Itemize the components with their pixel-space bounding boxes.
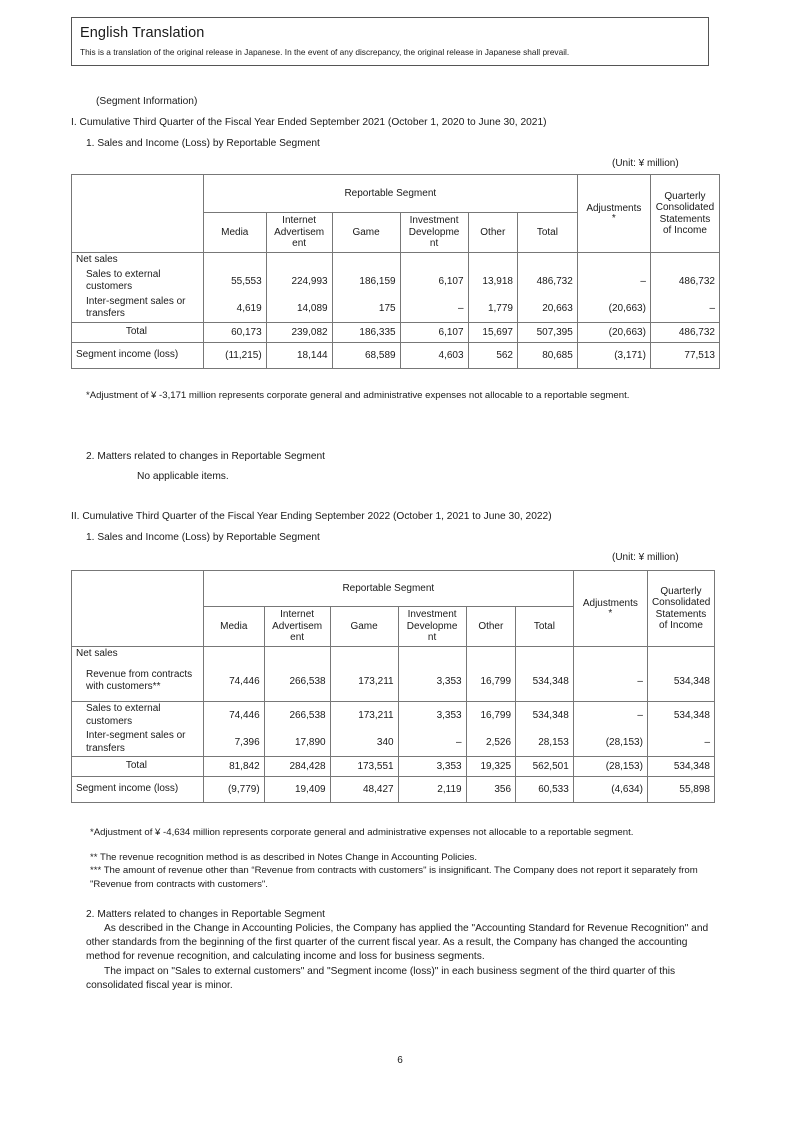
cell-adjustments: (28,153) (573, 729, 647, 757)
column-header-media: Media (203, 213, 266, 253)
cell-value: 60,533 (516, 777, 574, 803)
table-row (72, 777, 715, 803)
cell-consolidated: 486,732 (650, 268, 719, 295)
row-label-inter-segment-sales: Inter-segment sales or transfers (72, 295, 204, 323)
table-row (72, 295, 720, 323)
cell-value: 6,107 (400, 268, 468, 295)
part1-subheading: 1. Sales and Income (Loss) by Reportable Segment (86, 138, 320, 149)
segment-table-fy2022 (71, 570, 715, 803)
adjustments-header (577, 175, 650, 253)
cell-value: – (400, 295, 468, 323)
adjustments-header-label: Adjustments (586, 202, 642, 214)
cell-empty (203, 647, 264, 662)
cell-value: 68,589 (332, 342, 400, 368)
cell-empty (518, 253, 578, 268)
part1-footnote: *Adjustment of ¥ -3,171 million represents corporate general and administrative expenses not allocable to a reportable segment. (86, 390, 630, 401)
cell-consolidated: 534,348 (647, 757, 714, 777)
cell-value: 534,348 (516, 662, 574, 702)
cell-consolidated: 486,732 (650, 322, 719, 342)
cell-value: 224,993 (266, 268, 332, 295)
cell-value: – (398, 729, 466, 757)
column-header-game: Game (330, 607, 398, 647)
part2-footnote-2: ** The revenue recognition method is as described in Notes Change in Accounting Policies. (90, 852, 478, 863)
column-header-other: Other (468, 213, 517, 253)
cell-value: 186,335 (332, 322, 400, 342)
cell-value: 186,159 (332, 268, 400, 295)
part2-subheading: 1. Sales and Income (Loss) by Reportable Segment (86, 532, 320, 543)
table-row-net-sales-label (72, 647, 715, 662)
row-label-sales-external-customers: Sales to external customers (72, 702, 204, 730)
part1-matters-body: No applicable items. (137, 471, 229, 482)
cell-empty (400, 253, 468, 268)
cell-value: 19,409 (264, 777, 330, 803)
part2-unit-label: (Unit: ¥ million) (612, 552, 679, 563)
cell-value: 80,685 (518, 342, 578, 368)
cell-empty (466, 647, 515, 662)
cell-empty (266, 253, 332, 268)
part2-matters-paragraph-1: As described in the Change in Accounting Policies, the Company has applied the "Accounting Standard for Revenue Recognition" and other standards from the beginning of the first quarter of the current fiscal year. As a result, the Company has changed the accounting method for revenue recognition, and calculating income and loss for business segments. (86, 923, 709, 963)
cell-value: 16,799 (466, 662, 515, 702)
cell-empty (573, 647, 647, 662)
cell-adjustments: (4,634) (573, 777, 647, 803)
column-header-investment-development: Investment Developme nt (398, 607, 466, 647)
cell-value: 534,348 (516, 702, 574, 730)
adjustments-header-star: * (608, 608, 613, 620)
part2-matters-paragraph-2: The impact on "Sales to external customers" and "Segment income (loss)" in each business segment of the third quarter of this consolidated fiscal year is minor. (86, 965, 676, 991)
cell-adjustments: (28,153) (573, 757, 647, 777)
cell-empty (516, 647, 574, 662)
cell-value: 19,325 (466, 757, 515, 777)
cell-value: 3,353 (398, 662, 466, 702)
cell-consolidated: 534,348 (647, 662, 714, 702)
table-header-row-group (72, 571, 715, 607)
part1-matters-heading: 2. Matters related to changes in Reportable Segment (86, 451, 325, 462)
banner-subtitle: This is a translation of the original release in Japanese. In the event of any discrepancy, the original release in Japanese shall prevail. (80, 47, 570, 57)
cell-value: 4,603 (400, 342, 468, 368)
consolidated-header: Quarterly Consolidated Statements of Income (650, 175, 719, 253)
cell-value: 4,619 (203, 295, 266, 323)
row-label-sales-external-customers: Sales to external customers (72, 268, 204, 295)
table-row (72, 757, 715, 777)
reportable-segment-group-header: Reportable Segment (203, 571, 573, 607)
cell-value: 173,551 (330, 757, 398, 777)
table-corner-cell (72, 571, 204, 647)
cell-empty (330, 647, 398, 662)
cell-value: 13,918 (468, 268, 517, 295)
segment-information-heading: (Segment Information) (96, 96, 198, 107)
cell-value: 3,353 (398, 757, 466, 777)
row-label-net-sales: Net sales (72, 647, 204, 662)
table-row (72, 268, 720, 295)
part2-heading: II. Cumulative Third Quarter of the Fiscal Year Ending September 2022 (October 1, 2021 to June 30, 2022) (71, 511, 552, 522)
cell-value: (9,779) (203, 777, 264, 803)
cell-adjustments: (20,663) (577, 322, 650, 342)
cell-value: 356 (466, 777, 515, 803)
row-label-revenue-from-contracts: Revenue from contracts with customers** (72, 662, 204, 702)
row-label-inter-segment-sales: Inter-segment sales or transfers (72, 729, 204, 757)
column-header-total: Total (518, 213, 578, 253)
cell-value: 15,697 (468, 322, 517, 342)
cell-value: 562 (468, 342, 517, 368)
cell-value: 3,353 (398, 702, 466, 730)
adjustments-header-star: * (611, 213, 616, 225)
cell-value: 20,663 (518, 295, 578, 323)
column-header-investment-development: Investment Developme nt (400, 213, 468, 253)
cell-empty (650, 253, 719, 268)
table-header-row-group (72, 175, 720, 213)
cell-empty (264, 647, 330, 662)
cell-value: 16,799 (466, 702, 515, 730)
cell-value: 55,553 (203, 268, 266, 295)
cell-value: 173,211 (330, 702, 398, 730)
cell-consolidated: 534,348 (647, 702, 714, 730)
cell-value: 175 (332, 295, 400, 323)
cell-value: 81,842 (203, 757, 264, 777)
part2-footnote-3: *** The amount of revenue other than “Revenue from contracts with customers" is insignificant. The Company does not report it separately from "Revenue from contracts with customers". (90, 865, 698, 890)
cell-empty (577, 253, 650, 268)
cell-adjustments: – (573, 662, 647, 702)
part1-unit-label: (Unit: ¥ million) (612, 158, 679, 169)
cell-consolidated: 55,898 (647, 777, 714, 803)
column-header-media: Media (203, 607, 264, 647)
table-row (72, 342, 720, 368)
cell-adjustments: – (573, 702, 647, 730)
consolidated-header: Quarterly Consolidated Statements of Income (647, 571, 714, 647)
cell-adjustments: (20,663) (577, 295, 650, 323)
cell-value: 2,526 (466, 729, 515, 757)
column-header-game: Game (332, 213, 400, 253)
cell-value: 14,089 (266, 295, 332, 323)
cell-value: 6,107 (400, 322, 468, 342)
cell-consolidated: 77,513 (650, 342, 719, 368)
segment-table-fy2021 (71, 174, 720, 369)
cell-value: 266,538 (264, 662, 330, 702)
row-label-segment-income-loss: Segment income (loss) (72, 777, 204, 803)
reportable-segment-group-header: Reportable Segment (203, 175, 577, 213)
cell-value: 266,538 (264, 702, 330, 730)
cell-value: 340 (330, 729, 398, 757)
page-number: 6 (397, 1055, 403, 1066)
cell-value: (11,215) (203, 342, 266, 368)
cell-value: 173,211 (330, 662, 398, 702)
cell-consolidated: – (650, 295, 719, 323)
row-label-segment-income-loss: Segment income (loss) (72, 342, 204, 368)
cell-value: 239,082 (266, 322, 332, 342)
cell-value: 562,501 (516, 757, 574, 777)
column-header-total: Total (516, 607, 574, 647)
cell-value: 28,153 (516, 729, 574, 757)
part1-heading: I. Cumulative Third Quarter of the Fiscal Year Ended September 2021 (October 1, 2020 to June 30, 2021) (71, 117, 547, 128)
part2-footnote-1: *Adjustment of ¥ -4,634 million represents corporate general and administrative expenses not allocable to a reportable segment. (90, 827, 634, 838)
english-translation-banner (71, 17, 709, 66)
cell-consolidated: – (647, 729, 714, 757)
column-header-internet-advertisement: Internet Advertisem ent (264, 607, 330, 647)
banner-title: English Translation (80, 25, 205, 41)
table-row (72, 729, 715, 757)
cell-empty (332, 253, 400, 268)
cell-value: 507,395 (518, 322, 578, 342)
part2-matters-paragraphs (86, 922, 716, 993)
cell-value: 284,428 (264, 757, 330, 777)
row-label-total: Total (72, 757, 204, 777)
adjustments-header-label: Adjustments (582, 597, 638, 609)
cell-empty (398, 647, 466, 662)
table-row-net-sales-label (72, 253, 720, 268)
row-label-net-sales: Net sales (72, 253, 204, 268)
column-header-internet-advertisement: Internet Advertisem ent (266, 213, 332, 253)
cell-value: 1,779 (468, 295, 517, 323)
adjustments-header (573, 571, 647, 647)
part2-matters-heading: 2. Matters related to changes in Reportable Segment (86, 909, 325, 920)
cell-value: 17,890 (264, 729, 330, 757)
cell-value: 60,173 (203, 322, 266, 342)
cell-value: 74,446 (203, 702, 264, 730)
cell-value: 7,396 (203, 729, 264, 757)
cell-value: 2,119 (398, 777, 466, 803)
cell-empty (468, 253, 517, 268)
cell-value: 48,427 (330, 777, 398, 803)
cell-value: 74,446 (203, 662, 264, 702)
table-row (72, 702, 715, 730)
cell-adjustments: (3,171) (577, 342, 650, 368)
cell-empty (203, 253, 266, 268)
table-row (72, 662, 715, 702)
row-label-total: Total (72, 322, 204, 342)
cell-adjustments: – (577, 268, 650, 295)
table-corner-cell (72, 175, 204, 253)
cell-empty (647, 647, 714, 662)
cell-value: 486,732 (518, 268, 578, 295)
table-row (72, 322, 720, 342)
column-header-other: Other (466, 607, 515, 647)
cell-value: 18,144 (266, 342, 332, 368)
